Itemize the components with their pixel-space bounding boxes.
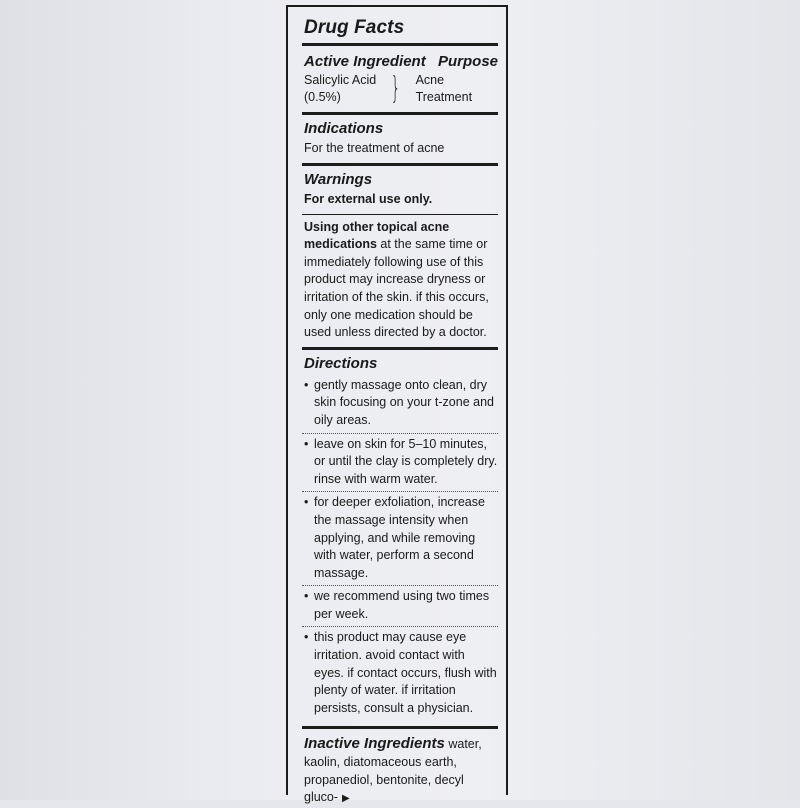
heavy-divider (302, 726, 498, 729)
inactive-ingredients-heading: Inactive Ingredients (304, 735, 445, 753)
list-item: • we recommend using two times per week. (302, 586, 498, 627)
ingredient-purpose: Acne Treatment (415, 73, 473, 104)
ingredient-name-line1: Salicylic Acid (304, 73, 377, 87)
ingredient-name-line2: (0.5%) (304, 90, 341, 104)
list-item: • this product may cause eye irritation. avoid contact with eyes. if contact occurs, flush with plenty of water. if irritation persists, consult a physician. (302, 627, 498, 720)
active-ingredient-row (304, 72, 498, 106)
directions-heading: Directions (304, 354, 378, 372)
list-item: • gently massage onto clean, dry skin focusing on your t-zone and oily areas. (302, 375, 498, 434)
directions-list (302, 375, 498, 721)
thin-divider (302, 214, 498, 215)
list-item: • leave on skin for 5–10 minutes, or until the clay is completely dry. rinse with warm water. (302, 434, 498, 493)
ingredient-name (304, 72, 382, 106)
brace-icon: } (391, 71, 401, 106)
warnings-heading: Warnings (304, 170, 373, 188)
continue-arrow-icon: ▶ (342, 793, 350, 805)
warnings-body: at the same time or immediately following use of this product may increase dryness or irritation of the skin. if this occurs, only one medication should be used unless directed by a doctor. (304, 237, 489, 340)
external-use-warning: For external use only. (304, 191, 433, 206)
indications-text: For the treatment of acne (304, 141, 445, 155)
inactive-ingredients-text: water, kaolin, diatomaceous earth, propanediol, bentonite, decyl gluco- (304, 737, 482, 805)
active-ingredient-header (304, 53, 498, 70)
inactive-ingredients (304, 735, 498, 807)
drug-facts-panel (286, 5, 508, 805)
heavy-divider (302, 43, 498, 46)
heavy-divider (302, 347, 498, 350)
indications-heading: Indications (304, 120, 384, 137)
active-ingredient-heading: Active Ingredient (304, 53, 426, 70)
purpose-heading: Purpose (437, 53, 498, 70)
heavy-divider (302, 163, 498, 166)
list-item: • for deeper exfoliation, increase the massage intensity when applying, and while removing with water, perform a second massage. (302, 492, 498, 586)
heavy-divider (302, 112, 498, 115)
warnings-text (304, 219, 498, 342)
warnings-bold-lead: Using other topical acne medications (304, 219, 450, 252)
drug-facts-title: Drug Facts (304, 17, 405, 38)
